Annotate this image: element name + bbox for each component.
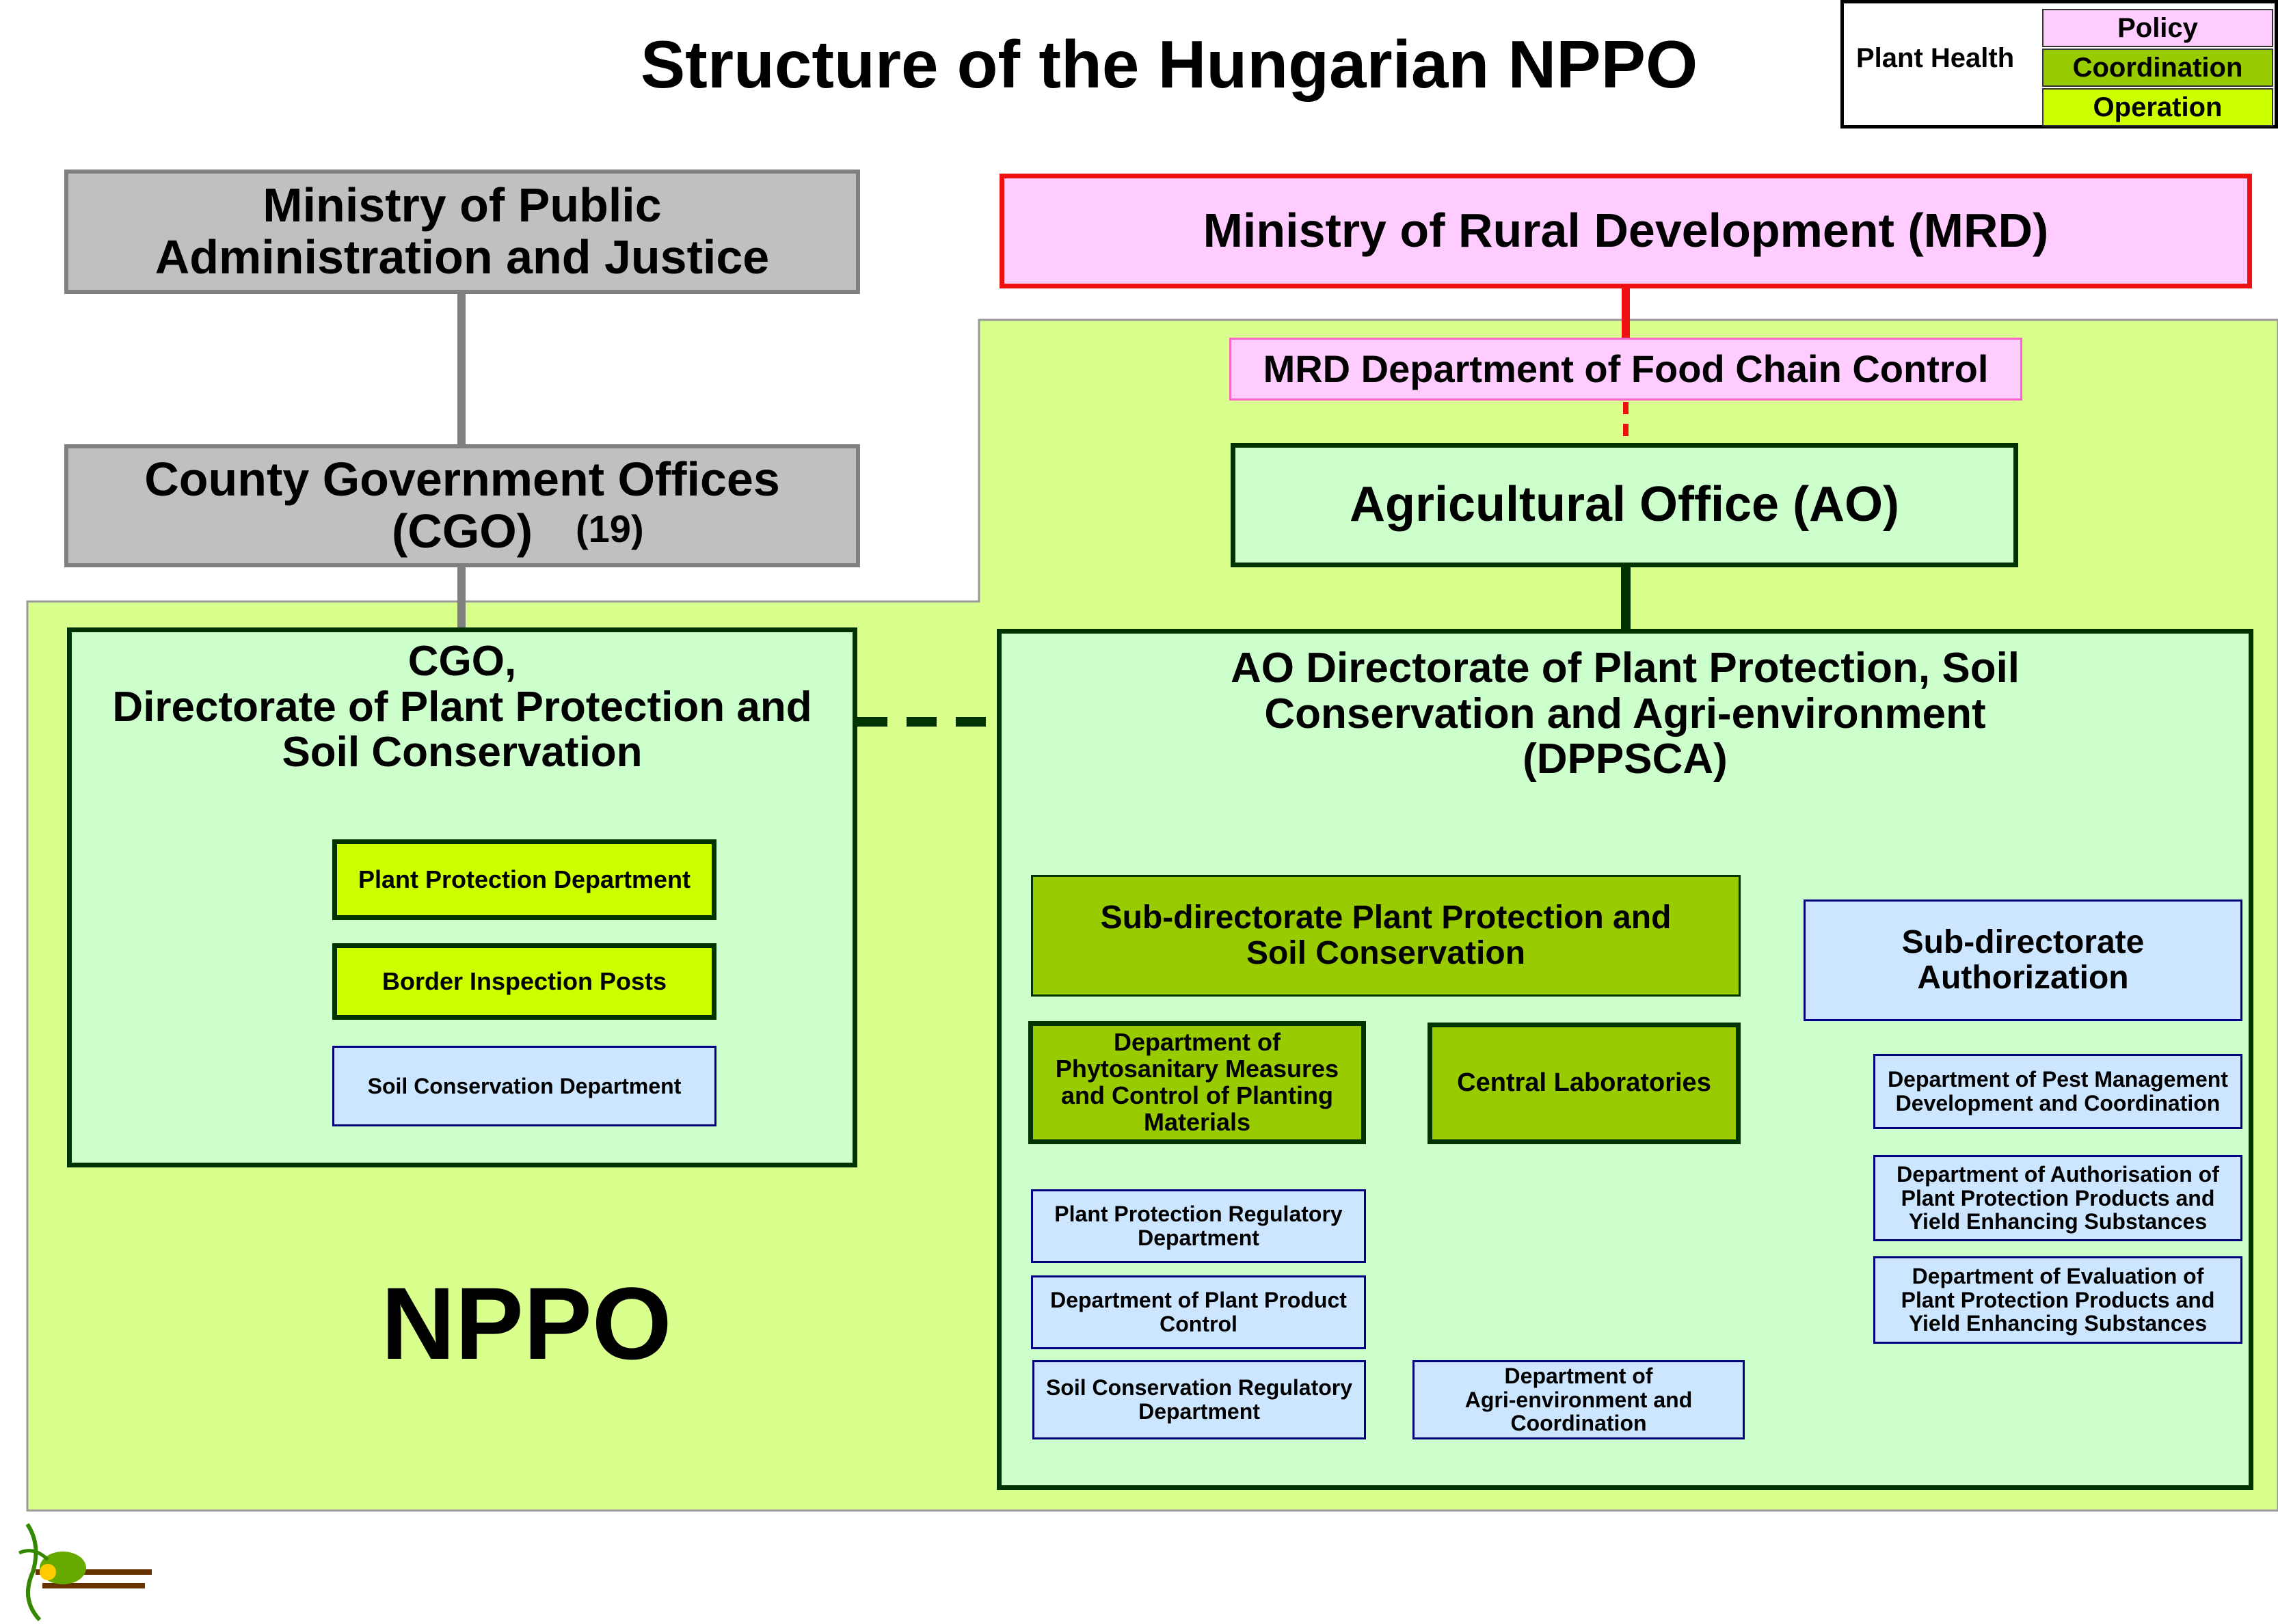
nppo-logo: [19, 1524, 152, 1620]
mrd-dept-box: MRD Department of Food Chain Control: [1229, 338, 2022, 401]
dppsca-title: AO Directorate of Plant Protection, Soil Conservation and Agri-environment (DPPSCA): [1230, 644, 2020, 783]
legend-operation: Operation: [2042, 88, 2273, 126]
ao-box: Agricultural Office (AO): [1231, 443, 2018, 567]
evaluation-box: Department of Evaluation of Plant Protection Products and Yield Enhancing Substances: [1873, 1256, 2242, 1344]
legend-coordination: Coordination: [2042, 49, 2273, 87]
subdir-ppsc-box: Sub-directorate Plant Protection and Soil Conservation: [1031, 875, 1741, 997]
nppo-label: NPPO: [381, 1266, 672, 1381]
cgo-box: [64, 444, 860, 567]
page-title: Structure of the Hungarian NPPO: [640, 27, 1698, 102]
ministry-justice-box: Ministry of Public Administration and Justice: [64, 170, 860, 294]
central-labs-box: Central Laboratories: [1428, 1023, 1741, 1144]
pp-regulatory-box: Plant Protection Regulatory Department: [1031, 1189, 1366, 1263]
soil-conservation-dept-box: Soil Conservation Department: [332, 1046, 716, 1126]
subdir-auth-box: Sub-directorate Authorization: [1804, 899, 2242, 1021]
cgo-box-text: County Government Offices (CGO): [144, 452, 780, 558]
pest-mgmt-box: Department of Pest Management Development and Coordination: [1873, 1054, 2242, 1129]
legend-label: Plant Health: [1856, 43, 2015, 73]
legend-policy: Policy: [2042, 9, 2273, 47]
soil-regulatory-box: Soil Conservation Regulatory Department: [1032, 1360, 1366, 1439]
cgo-count: (19): [576, 507, 644, 550]
authorisation-box: Department of Authorisation of Plant Protection Products and Yield Enhancing Substances: [1873, 1155, 2242, 1241]
plant-protection-dept-box: Plant Protection Department: [332, 839, 716, 920]
border-inspection-box: Border Inspection Posts: [332, 943, 716, 1020]
cgo-directorate-title: CGO, Directorate of Plant Protection and Soil Conservation: [112, 637, 812, 776]
dept-phyto-box: Department of Phytosanitary Measures and Control of Planting Materials: [1028, 1021, 1366, 1144]
legend: [1840, 0, 2278, 128]
ministry-rural-box: Ministry of Rural Development (MRD): [1000, 174, 2252, 288]
plant-product-control-box: Department of Plant Product Control: [1031, 1275, 1366, 1349]
agri-env-box: Department of Agri-environment and Coordination: [1412, 1360, 1745, 1439]
